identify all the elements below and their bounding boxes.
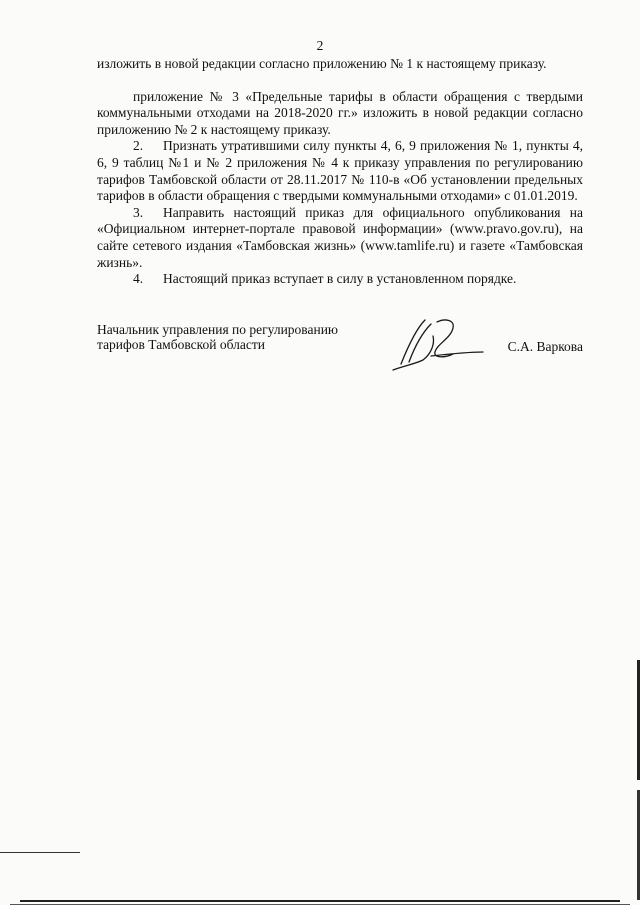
document-body (97, 56, 583, 288)
scan-edge (20, 900, 620, 902)
item-number: 3. (133, 204, 144, 220)
item-number: 4. (133, 271, 144, 287)
handwritten-signature (379, 314, 489, 376)
scan-line (0, 852, 80, 853)
appendix3-paragraph: приложение № 3 «Предельные тарифы в области обращения с твердыми коммунальными отходами на 2018-2020 гг.» изложить в новой редакции согласно приложению № 2 к настоящему приказу. (97, 88, 583, 137)
page-number: 2 (316, 38, 324, 53)
numbered-item-4 (97, 271, 583, 288)
paragraph-gap (97, 73, 583, 89)
signatory-position: Начальник управления по регулированию тарифов Тамбовской области (97, 322, 339, 352)
continuation-paragraph: изложить в новой редакции согласно приложению № 1 к настоящему приказу. (97, 56, 547, 71)
numbered-item-2 (97, 138, 583, 204)
numbered-item-3 (97, 205, 583, 271)
item-text: Настоящий приказ вступает в силу в установленном порядке. (163, 271, 517, 287)
item-text: Признать утратившими силу пункты 4, 6, 9 приложения № 1, пункты 4, 6, 9 таблиц №1 и № 2 приложения № 4 к приказу управления по регулированию тарифов Тамбовской области от 28.11.2017 № 110-в «Об установлении предельных тарифов в области обращения с твердыми коммунальными отходами» с 01.01.2019. (97, 138, 583, 204)
signatory-name: С.А. Варкова (507, 339, 583, 354)
item-number: 2. (133, 138, 144, 154)
signature-block (97, 322, 583, 382)
item-text: Направить настоящий приказ для официального опубликования на «Официальном интернет-портале правовой информации» (www.pravo.gov.ru), на сайте сетевого издания «Тамбовская жизнь» (www.tamlife.ru) и газете «Тамбовская жизнь». (97, 204, 583, 270)
